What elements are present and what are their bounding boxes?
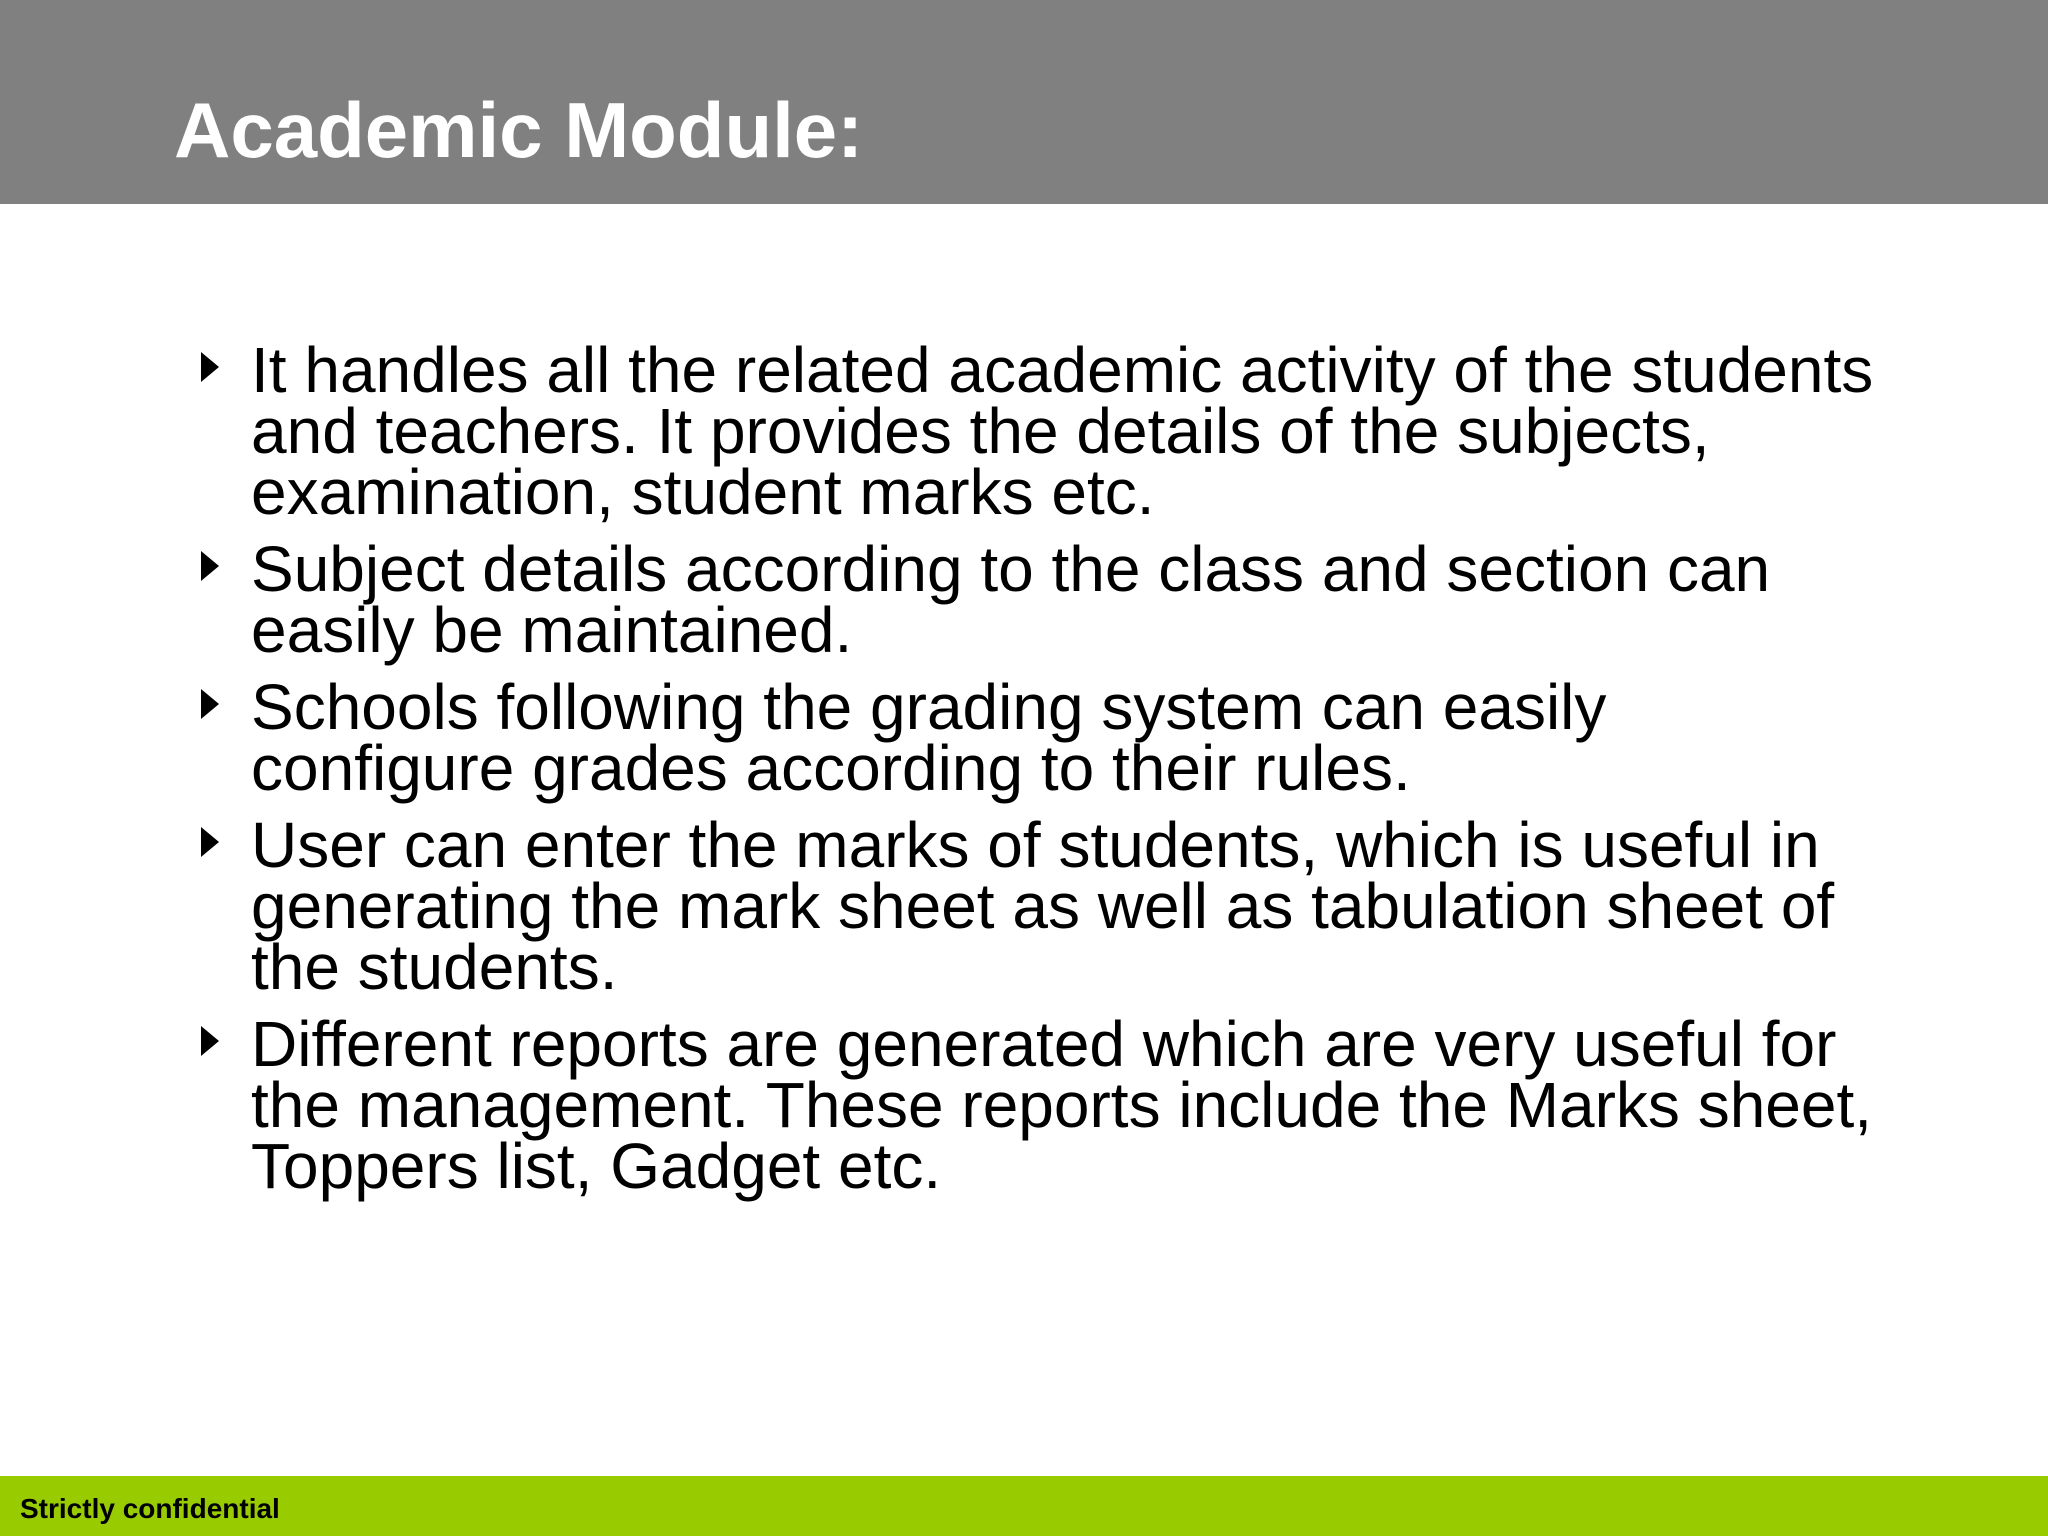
triangle-bullet-icon <box>201 551 219 581</box>
footer-bar <box>0 1476 2048 1536</box>
confidential-label: Strictly confidential <box>20 1493 280 1524</box>
slide-title: Academic Module: <box>174 86 864 174</box>
triangle-bullet-icon <box>201 1026 219 1056</box>
title-bar <box>0 0 2048 204</box>
triangle-bullet-icon <box>201 689 219 719</box>
bullet-text: User can enter the marks of students, which is useful in generating the mark sheet as well as tabulation sheet of the students. <box>251 809 1835 1003</box>
bullet-text: It handles all the related academic activity of the students and teachers. It provides the details of the subjects, examination, student marks etc. <box>251 334 1874 528</box>
bullet-item <box>196 809 1886 1003</box>
triangle-bullet-icon <box>201 827 219 857</box>
bullet-item <box>196 533 1886 666</box>
bullet-text: Subject details according to the class and section can easily be maintained. <box>251 533 1771 666</box>
triangle-bullet-icon <box>201 352 219 382</box>
bullet-item <box>196 334 1886 528</box>
bullet-text: Different reports are generated which are very useful for the management. These reports include the Marks sheet, Toppers list, Gadget etc. <box>251 1008 1873 1202</box>
bullet-item <box>196 1008 1886 1202</box>
bullet-list <box>196 334 1886 1213</box>
bullet-text: Schools following the grading system can easily configure grades according to their rules. <box>251 671 1607 804</box>
bullet-item <box>196 671 1886 804</box>
